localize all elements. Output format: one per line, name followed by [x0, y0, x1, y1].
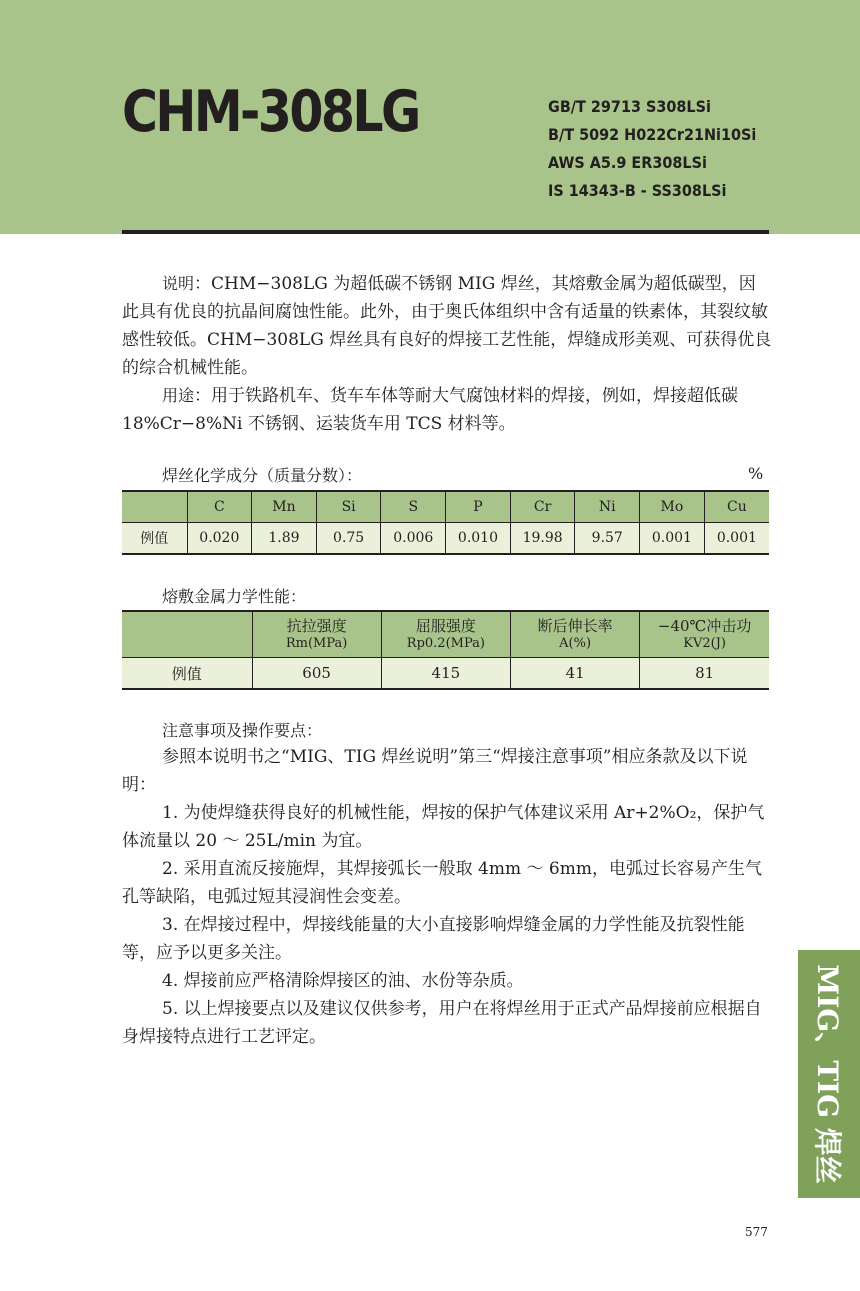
description-text: ：CHM−308LG 为超低碳不锈钢 MIG 焊丝，其熔敷金属为超低碳型，因此具有优良的抗晶间腐蚀性能。此外，由于奥氏体组织中含有适量的铁素体，其裂纹敏感性较低。CHM−308LG 焊丝具有良好的焊接工艺性能，焊缝成形美观、可获得优良的综合机械性能。 [122, 274, 772, 378]
standard-line: AWS A5.9 ER308LSi [548, 153, 707, 172]
standard-line: B/T 5092 H022Cr21Ni10Si [548, 125, 757, 144]
description-label: 说明 [162, 274, 195, 293]
side-tab-label: MIG、TIG 焊丝 [811, 964, 844, 1184]
header-symbol: Rp0.2(MPa) [406, 635, 485, 651]
table-cell: 1.89 [252, 523, 317, 555]
header-symbol: KV2(J) [683, 635, 726, 651]
table-cell: 9.57 [575, 523, 640, 555]
notes-intro-text: 参照本说明书之“MIG、TIG 焊丝说明”第三“焊接注意事项”相应条款及以下说明： [122, 747, 748, 795]
table-cell: 0.75 [316, 523, 381, 555]
note-text: 4. 焊接前应严格清除焊接区的油、水份等杂质。 [162, 971, 524, 991]
notes-title: 注意事项及操作要点： [162, 721, 323, 740]
table-header-cell [511, 611, 640, 658]
usage-label: 用途 [162, 386, 195, 405]
table-header-cell: S [381, 491, 446, 523]
table-header-cell [640, 611, 769, 658]
header-symbol: Rm(MPa) [285, 635, 348, 651]
table-header-cell: Cu [704, 491, 769, 523]
chemistry-table [122, 490, 769, 555]
table-cell: 81 [640, 658, 769, 690]
table-header-row [122, 491, 769, 523]
note-item [122, 967, 772, 995]
usage-text: ：用于铁路机车、货车车体等耐大气腐蚀材料的焊接，例如，焊接超低碳 18%Cr−8%Ni 不锈钢、运装货车用 TCS 材料等。 [122, 386, 739, 434]
header-symbol: A(%) [559, 635, 592, 651]
note-text: 5. 以上焊接要点以及建议仅供参考，用户在将焊丝用于正式产品焊接前应根据自身焊接特点进行工艺评定。 [122, 999, 762, 1047]
row-label: 例值 [122, 658, 252, 690]
note-item [122, 799, 772, 855]
table-header-cell: P [446, 491, 511, 523]
note-text: 1. 为使焊缝获得良好的机械性能，焊按的保护气体建议采用 Ar+2%O₂，保护气体流量以 20 ～ 25L/min 为宜。 [122, 803, 765, 851]
table-header-cell: Si [316, 491, 381, 523]
table-header-row [122, 611, 769, 658]
note-item [122, 911, 772, 967]
table-header-cell: C [187, 491, 252, 523]
table-cell: 605 [252, 658, 381, 690]
table-header-cell [122, 491, 187, 523]
table-cell: 0.020 [187, 523, 252, 555]
note-text: 2. 采用直流反接施焊，其焊接弧长一般取 4mm ～ 6mm，电弧过长容易产生气孔等缺陷，电弧过短其浸润性会变差。 [122, 859, 762, 907]
table-cell: 0.001 [640, 523, 705, 555]
chemistry-title: 焊丝化学成分（质量分数）： [162, 466, 363, 485]
header-rule [122, 230, 769, 234]
note-text: 3. 在焊接过程中，焊接线能量的大小直接影响焊缝金属的力学性能及抗裂性能等，应予以更多关注。 [122, 915, 745, 963]
description-paragraph [122, 270, 772, 382]
table-header-cell: Mn [252, 491, 317, 523]
chemistry-unit: % [748, 464, 764, 483]
table-header-cell [122, 611, 252, 658]
standard-line: IS 14343-B - SS308LSi [548, 181, 727, 200]
title-banner [0, 0, 860, 234]
table-header-cell: Cr [510, 491, 575, 523]
row-label: 例值 [122, 523, 187, 555]
table-header-cell [381, 611, 510, 658]
table-row [122, 523, 769, 555]
header-name: 屈服强度 [415, 616, 476, 635]
table-header-cell [252, 611, 381, 658]
note-item [122, 995, 772, 1051]
header-name: 抗拉强度 [286, 616, 347, 635]
header-name: 断后伸长率 [537, 616, 613, 635]
page-number: 577 [745, 1225, 768, 1239]
table-cell: 0.006 [381, 523, 446, 555]
standards-list [548, 93, 756, 205]
table-cell: 0.001 [704, 523, 769, 555]
table-header-cell: Ni [575, 491, 640, 523]
table-cell: 0.010 [446, 523, 511, 555]
section-side-tab [798, 950, 860, 1198]
table-header-cell: Mo [640, 491, 705, 523]
table-cell: 41 [511, 658, 640, 690]
header-name: −40℃冲击功 [657, 616, 752, 635]
usage-paragraph [122, 382, 772, 438]
mechanical-title: 熔敷金属力学性能： [162, 587, 307, 606]
table-cell: 415 [381, 658, 510, 690]
table-row [122, 658, 769, 690]
product-name: CHM-308LG [122, 79, 419, 145]
notes-intro [122, 743, 772, 799]
standard-line: GB/T 29713 S308LSi [548, 97, 711, 116]
mechanical-table [122, 610, 769, 690]
note-item [122, 855, 772, 911]
table-cell: 19.98 [510, 523, 575, 555]
